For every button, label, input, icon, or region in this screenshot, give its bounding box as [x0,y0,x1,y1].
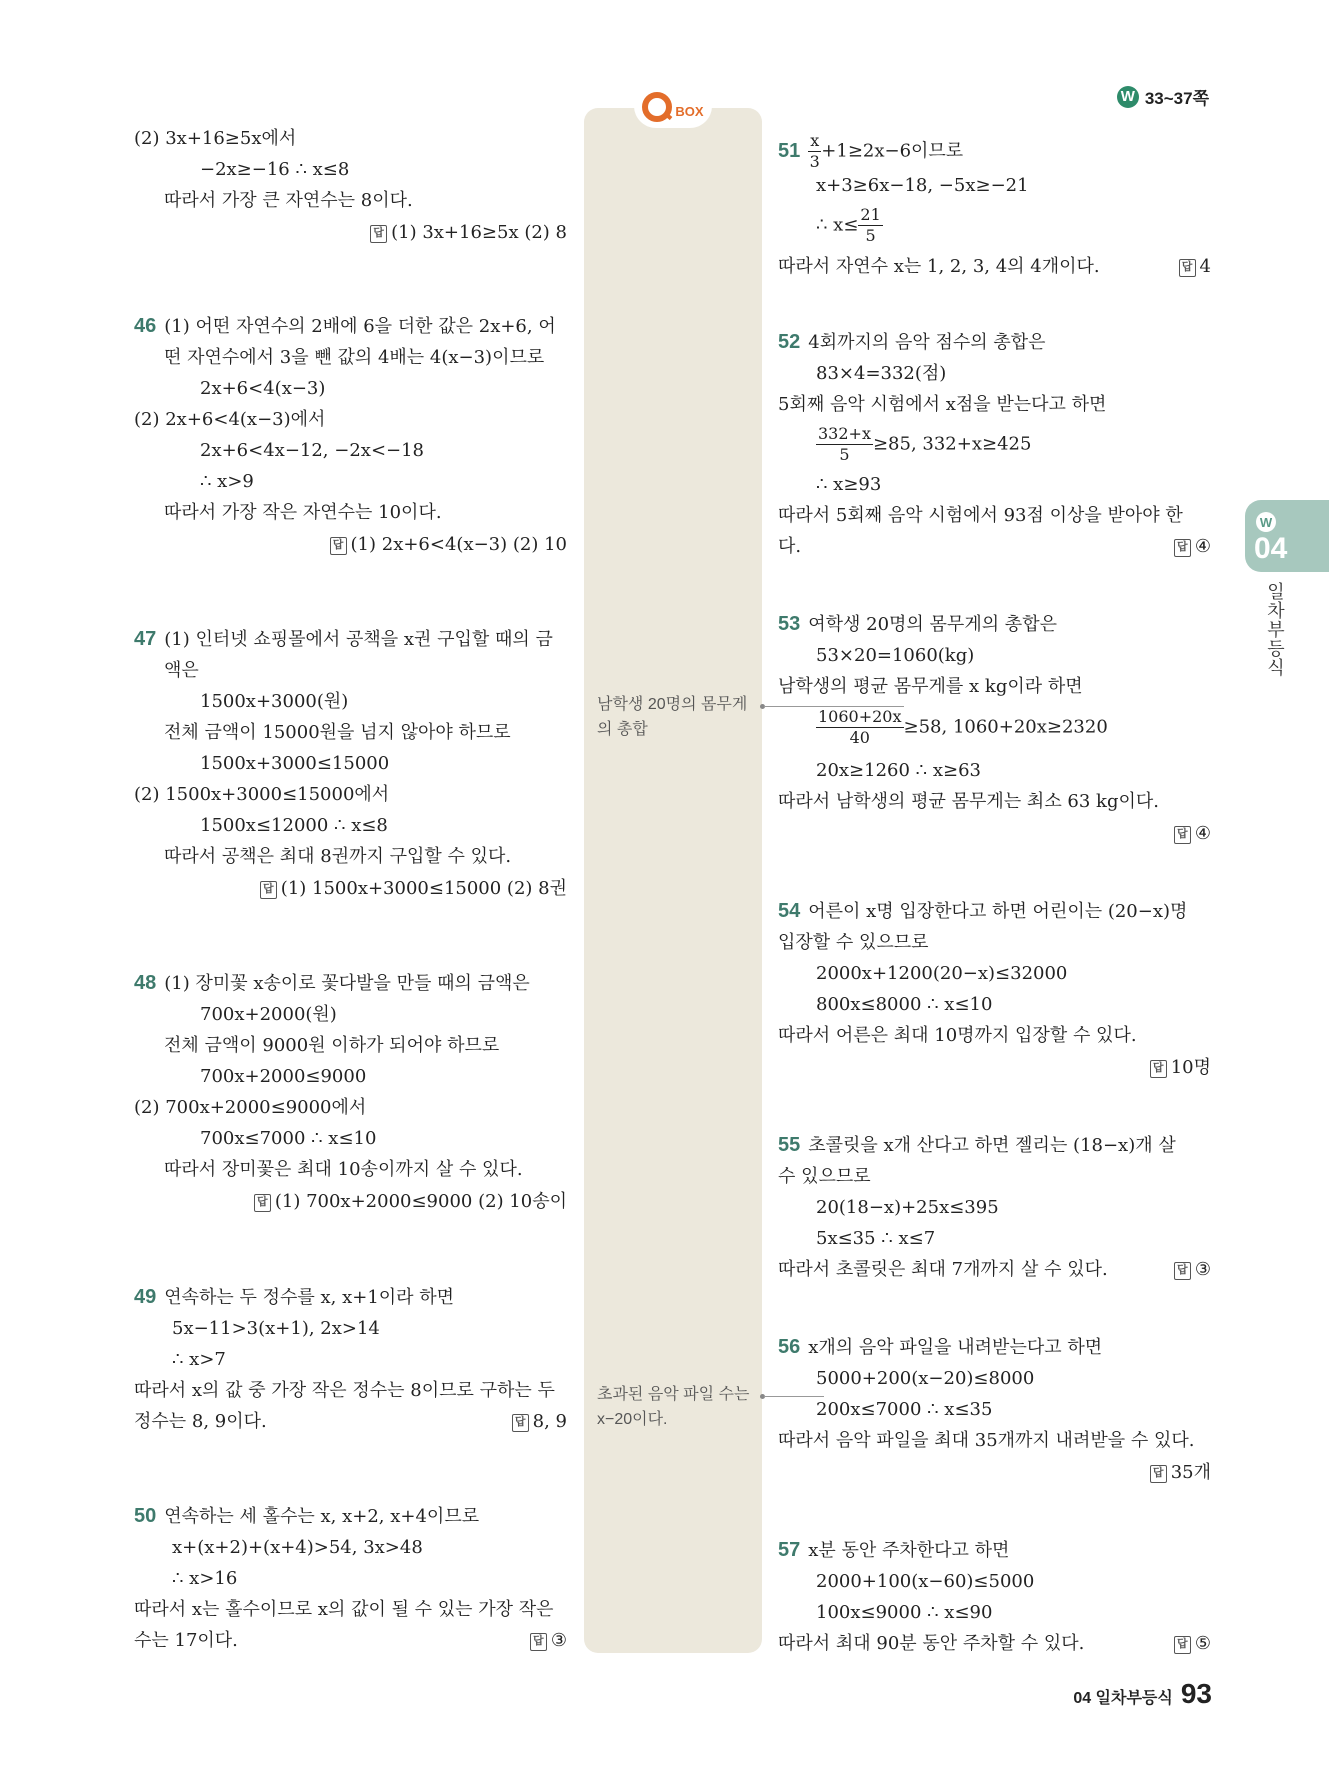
answer-icon: 답 [530,1633,547,1651]
text: x분 동안 주차한다고 하면 [808,1540,1010,1561]
answer-icon: 답 [1150,1060,1167,1078]
answer-icon: 답 [260,881,277,899]
answer-text: (1) 3x+16≥5x (2) 8 [391,222,567,243]
p56-line [778,1335,1102,1361]
p50-line: 따라서 x는 홀수이므로 x의 값이 될 수 있는 가장 작은 [134,1599,554,1620]
answer-text: ④ [1194,536,1211,557]
answer-text: ③ [1194,1259,1211,1280]
p52-line: 83×4=332(점) [816,363,947,384]
p46-line: 2x+6<4(x−3) [200,378,326,399]
p56-line: 200x≤7000 ∴ x≤35 [816,1399,993,1420]
problem-number: 51 [778,139,801,162]
answer-text: (1) 700x+2000≤9000 (2) 10송이 [274,1191,567,1212]
p50-line: ∴ x>16 [172,1568,238,1589]
p53-line [778,612,1057,638]
p48-answer [254,1189,567,1215]
p55-line: 20(18−x)+25x≤395 [816,1197,999,1218]
p55-line: 따라서 초콜릿은 최대 7개까지 살 수 있다. [778,1259,1108,1280]
p46-answer [330,532,567,558]
problem-number: 46 [134,315,157,337]
text: 어른이 x명 입장한다고 하면 어린이는 (20−x)명 [808,901,1188,922]
p53-line: 남학생의 평균 몸무게를 x kg이라 하면 [778,676,1083,697]
answer-icon: 답 [370,225,387,243]
p48-line: 700x+2000≤9000 [200,1066,367,1087]
answer-icon: 답 [1174,1262,1191,1280]
p52-answer [1174,534,1211,560]
p47-line: 1500x+3000(원) [200,691,349,712]
p52-line: 5회째 음악 시험에서 x점을 받는다고 하면 [778,394,1107,415]
p55-line [778,1133,1176,1159]
p46-line: 2x+6<4x−12, −2x<−18 [200,440,425,461]
fraction: $\frac{332+x}{5}$ [818,424,871,464]
p46-line: (2) 2x+6<4(x−3)에서 [134,409,326,430]
problem-number: 55 [778,1134,801,1156]
answer-text: ⑤ [1194,1633,1211,1654]
p52-line: 따라서 5회째 음악 시험에서 93점 이상을 받아야 한 [778,505,1183,526]
p46-line: ∴ x>9 [200,471,254,492]
page-range-text: 33~37쪽 [1144,89,1209,108]
chapter-number: 04 [1254,532,1288,565]
p50-line: 수는 17이다. [134,1630,238,1651]
p56-answer [1150,1460,1211,1486]
chapter-title-vertical: 일차부등식 [1265,582,1285,677]
p47-line: 따라서 공책은 최대 8권까지 구입할 수 있다. [164,846,512,867]
p54-line [778,899,1187,925]
p50-line: x+(x+2)+(x+4)>54, 3x>48 [172,1537,423,1558]
p57-line: 따라서 최대 90분 동안 주차할 수 있다. [778,1633,1085,1654]
page-footer [1073,1678,1212,1710]
p52-line: ∴ x≥93 [816,474,882,495]
p47-line [134,627,553,653]
text: 여학생 20명의 몸무게의 총합은 [808,614,1057,635]
text: 연속하는 세 홀수는 x, x+2, x+4이므로 [164,1506,480,1527]
answer-icon: 답 [1174,539,1191,557]
p56-line: 따라서 음악 파일을 최대 35개까지 내려받을 수 있다. [778,1430,1195,1451]
p53-line: 53×20=1060(kg) [816,645,975,666]
text: 연속하는 두 정수를 x, x+1이라 하면 [164,1287,455,1308]
text: 4회까지의 음악 점수의 총합은 [808,332,1046,353]
p55-line: 수 있으므로 [778,1166,871,1187]
p57-line [778,1538,1009,1564]
problem-number: 50 [134,1505,157,1527]
p57-line: 100x≤9000 ∴ x≤90 [816,1602,993,1623]
problem-number: 52 [778,331,801,353]
answer-icon: 답 [512,1414,529,1432]
p55-line: 5x≤35 ∴ x≤7 [816,1228,936,1249]
p54-line: 입장할 수 있으므로 [778,932,929,953]
w-badge-icon: W [1117,86,1139,108]
note-pointer-line [764,1396,824,1397]
answer-icon: 답 [1174,1636,1191,1654]
p49-line: 정수는 8, 9이다. [134,1411,267,1432]
p54-line: 따라서 어른은 최대 10명까지 입장할 수 있다. [778,1025,1137,1046]
answer-text: 10명 [1170,1057,1211,1078]
text: ≥85, 332+x≥425 [872,433,1032,455]
p53-line: 따라서 남학생의 평균 몸무게는 최소 63 kg이다. [778,791,1159,812]
p48-line: 전체 금액이 9000원 이하가 되어야 하므로 [164,1035,500,1056]
problem-number: 47 [134,628,157,650]
problem-number: 49 [134,1286,157,1308]
text: x개의 음악 파일을 내려받는다고 하면 [808,1337,1103,1358]
page-range [1117,84,1209,109]
p54-line: 800x≤8000 ∴ x≤10 [816,994,993,1015]
problem-number: 53 [778,613,801,635]
qbox-label: BOX [675,103,704,119]
p49-line: 따라서 x의 값 중 가장 작은 정수는 8이므로 구하는 두 [134,1380,555,1401]
p46-line: 따라서 가장 작은 자연수는 10이다. [164,502,442,523]
p47-answer [260,876,567,902]
problem-number: 56 [778,1336,801,1358]
p48-line: 700x+2000(원) [200,1004,337,1025]
fraction: $\frac{21}{5}$ [860,205,881,245]
p51-line: 따라서 자연수 x는 1, 2, 3, 4의 4개이다. [778,256,1100,277]
answer-icon: 답 [254,1194,271,1212]
answer-icon: 답 [1174,826,1191,844]
answer-text: 8, 9 [532,1411,567,1432]
answer-text: (1) 2x+6<4(x−3) (2) 10 [350,534,567,555]
p49-line: ∴ x>7 [172,1349,226,1370]
answer-icon: 답 [1150,1465,1167,1483]
p51-line [778,131,963,172]
p51-line [816,205,883,246]
p53-line: 20x≥1260 ∴ x≥63 [816,760,981,781]
p47-line: 액은 [164,660,199,681]
p47-line: 1500x≤12000 ∴ x≤8 [200,815,388,836]
answer-text: (1) 1500x+3000≤15000 (2) 8권 [280,878,567,899]
text: (1) 어떤 자연수의 2배에 6을 더한 값은 2x+6, 어 [164,316,556,337]
problem-number: 54 [778,900,801,922]
problem-number: 48 [134,972,157,994]
p54-answer [1150,1055,1211,1081]
p52-line [778,330,1046,356]
p47-line: 전체 금액이 15000원을 넘지 않아야 하므로 [164,722,511,743]
text: ∴ x≤ [816,214,859,236]
page-number: 93 [1180,1678,1212,1709]
answer-text: ④ [1194,823,1211,844]
answer-text: ③ [550,1630,567,1651]
p49-line [134,1285,454,1311]
p48-line: 따라서 장미꽃은 최대 10송이까지 살 수 있다. [164,1159,523,1180]
p45-answer [370,220,567,246]
p57-answer [1174,1631,1211,1657]
chapter-side-tab[interactable] [1245,500,1329,572]
p48-line: 700x≤7000 ∴ x≤10 [200,1128,377,1149]
answer-text: 35개 [1170,1462,1211,1483]
p55-answer [1174,1257,1211,1283]
p51-answer [1179,254,1211,280]
answer-text: 4 [1199,256,1211,277]
p45-line: (2) 3x+16≥5x에서 [134,128,297,149]
p47-line: (2) 1500x+3000≤15000에서 [134,784,390,805]
p54-line: 2000x+1200(20−x)≤32000 [816,963,1068,984]
answer-icon: 답 [1179,259,1196,277]
p50-line [134,1504,479,1530]
p53-line [816,707,1108,748]
w-badge-icon: W [1256,512,1276,532]
p52-line [816,424,1031,465]
p48-line [134,971,530,997]
p48-line: (2) 700x+2000≤9000에서 [134,1097,367,1118]
p47-line: 1500x+3000≤15000 [200,753,390,774]
answer-icon: 답 [330,537,347,555]
p50-answer [530,1628,567,1654]
p49-answer [512,1409,567,1435]
fraction: $\frac{x}{3}$ [809,131,820,171]
p52-line: 다. [778,536,802,557]
text: +1≥2x−6이므로 [821,140,964,162]
p56-line: 5000+200(x−20)≤8000 [816,1368,1035,1389]
fraction: $\frac{1060+20x}{40}$ [818,707,902,747]
text: 초콜릿을 x개 산다고 하면 젤리는 (18−x)개 살 [808,1135,1176,1156]
text: (1) 인터넷 쇼핑몰에서 공책을 x권 구입할 때의 금 [164,629,553,650]
p46-line [134,314,556,340]
problem-number: 57 [778,1539,801,1561]
q-logo-icon [642,92,672,122]
p49-line: 5x−11>3(x+1), 2x>14 [172,1318,380,1339]
p45-line: 따라서 가장 큰 자연수는 8이다. [164,190,413,211]
p51-line: x+3≥6x−18, −5x≥−21 [816,175,1029,196]
p57-line: 2000+100(x−60)≤5000 [816,1571,1035,1592]
qbox-logo [634,86,712,128]
qbox-note-53: 남학생 20명의 몸무게의 총합 [597,696,748,738]
qbox-note-56: 초과된 음악 파일 수는 x−20이다. [597,1386,750,1428]
text: ≥58, 1060+20x≥2320 [903,716,1108,738]
footer-chapter: 04 일차부등식 [1073,1690,1173,1707]
text: (1) 장미꽃 x송이로 꽃다발을 만들 때의 금액은 [164,973,530,994]
p45-line: −2x≥−16 ∴ x≤8 [200,159,350,180]
p53-answer [1174,821,1211,847]
p46-line: 떤 자연수에서 3을 뺀 값의 4배는 4(x−3)이므로 [164,347,545,368]
